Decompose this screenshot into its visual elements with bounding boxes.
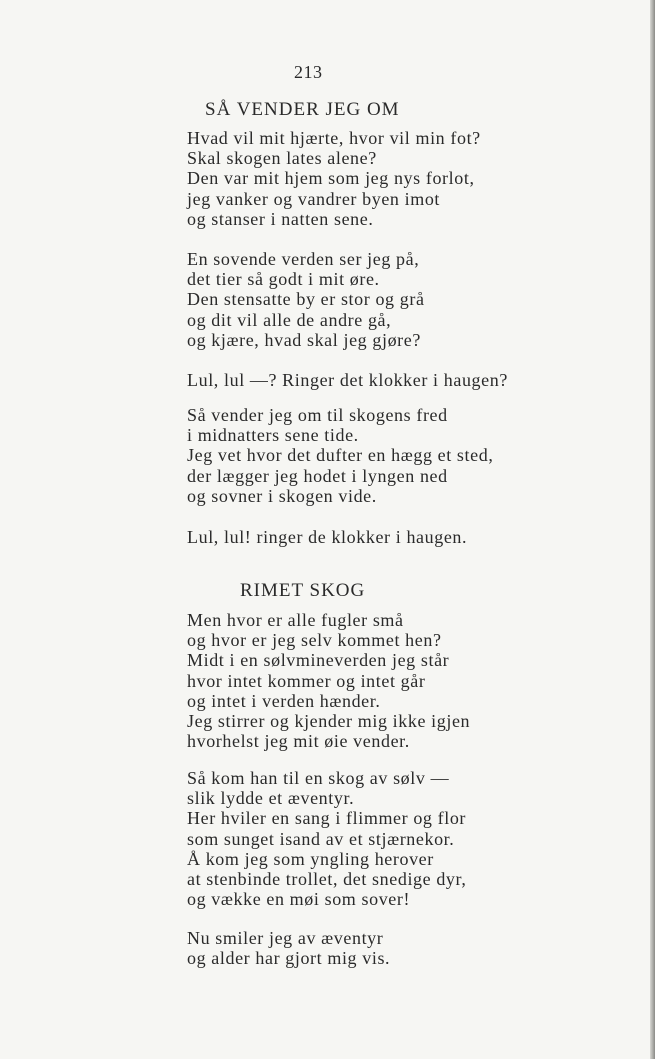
verse-line: Så vender jeg om til skogens fred bbox=[187, 405, 448, 425]
stanza bbox=[187, 928, 587, 968]
verse-line: og vække en møi som sover! bbox=[187, 889, 411, 910]
stanza bbox=[187, 768, 587, 909]
page-edge bbox=[650, 0, 655, 1059]
page-number: 213 bbox=[294, 62, 323, 82]
verse-line: der lægger jeg hodet i lyngen ned bbox=[187, 465, 448, 486]
verse-line: hvorhelst jeg mit øie vender. bbox=[187, 731, 410, 752]
verse-line: Den stensatte by er stor og grå bbox=[187, 289, 425, 310]
verse-line: slik lydde et æventyr. bbox=[187, 788, 355, 809]
verse-line: Jeg stirrer og kjender mig ikke igjen bbox=[187, 711, 471, 732]
poem-title: SÅ VENDER JEG OM bbox=[205, 99, 400, 120]
verse-line: og stanser i natten sene. bbox=[187, 208, 374, 229]
verse-line: Hvad vil mit hjærte, hvor vil min fot? bbox=[187, 128, 481, 148]
refrain bbox=[187, 370, 587, 390]
stanza bbox=[187, 610, 587, 751]
verse-line: Her hviler en sang i flimmer og flor bbox=[187, 808, 467, 829]
verse-line: og intet i verden hænder. bbox=[187, 690, 381, 711]
verse-line: og dit vil alle de andre gå, bbox=[187, 309, 392, 330]
refrain bbox=[187, 527, 587, 547]
verse-line: som sunget isand av et stjærnekor. bbox=[187, 828, 455, 849]
verse-line: i midnatters sene tide. bbox=[187, 425, 359, 446]
verse-line: at stenbinde trollet, det snedige dyr, bbox=[187, 869, 467, 890]
stanza bbox=[187, 128, 587, 229]
verse-line: Så kom han til en skog av sølv — bbox=[187, 768, 450, 788]
verse-line: Midt i en sølvmineverden jeg står bbox=[187, 650, 450, 671]
verse-line: Lul, lul! ringer de klokker i haugen. bbox=[187, 527, 468, 547]
verse-line: Skal skogen lates alene? bbox=[187, 148, 377, 169]
verse-line: Nu smiler jeg av æventyr bbox=[187, 928, 384, 948]
verse-line: og alder har gjort mig vis. bbox=[187, 948, 391, 969]
verse-line: En sovende verden ser jeg på, bbox=[187, 249, 420, 269]
verse-line: jeg vanker og vandrer byen imot bbox=[187, 188, 441, 209]
stanza bbox=[187, 249, 587, 350]
stanza bbox=[187, 405, 587, 506]
verse-line: Jeg vet hvor det dufter en hægg et sted, bbox=[187, 445, 494, 466]
verse-line: hvor intet kommer og intet går bbox=[187, 670, 426, 691]
verse-line: Å kom jeg som yngling herover bbox=[187, 848, 434, 869]
verse-line: Lul, lul —? Ringer det klokker i haugen? bbox=[187, 370, 508, 390]
verse-line: og sovner i skogen vide. bbox=[187, 485, 377, 506]
verse-line: Den var mit hjem som jeg nys forlot, bbox=[187, 168, 475, 189]
poem-title: RIMET SKOG bbox=[240, 580, 366, 601]
verse-line: og kjære, hvad skal jeg gjøre? bbox=[187, 329, 421, 350]
verse-line: Men hvor er alle fugler små bbox=[187, 610, 404, 630]
verse-line: og hvor er jeg selv kommet hen? bbox=[187, 630, 442, 651]
verse-line: det tier så godt i mit øre. bbox=[187, 269, 380, 290]
